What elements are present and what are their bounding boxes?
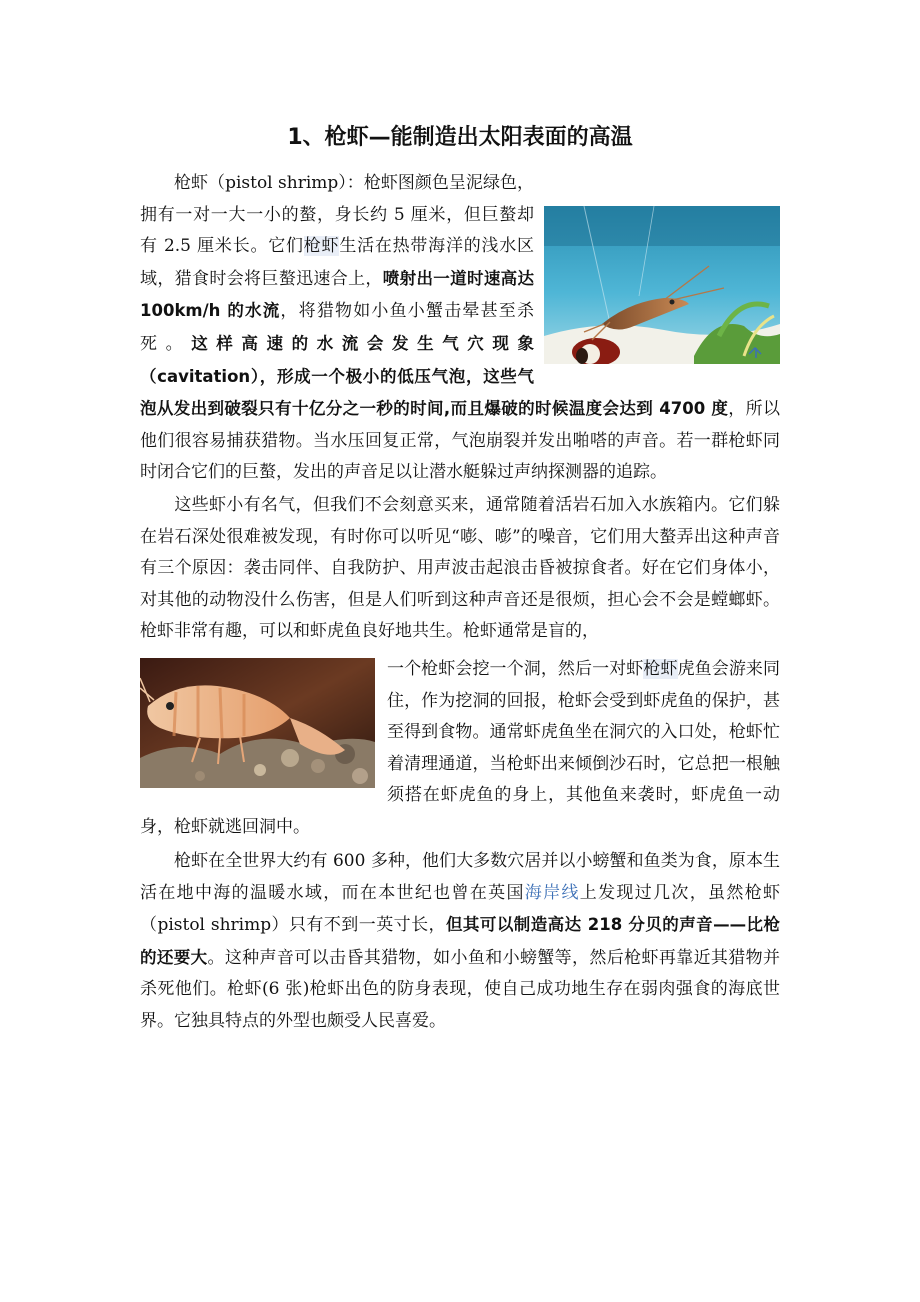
p3-text-2: 虎鱼会游来同住，作为挖洞的回报，枪虾会受到虾虎鱼的保护，甚至得到食物。通常虾虎鱼坐在洞穴的入口处，枪虾忙着清理通道，当枪虾出来倾倒沙石时，它总把一根触须搭在虾虎鱼的身上，其他鱼来袭时，虾虎鱼一动身，枪虾就逃回洞中。 [140,659,781,837]
paragraph-3 [140,654,780,844]
p1-bold-1: 喷射出一道时速高达 100km/h 的水流 [140,268,535,321]
page-title: 1、枪虾—能制造出太阳表面的高温 [287,125,633,150]
p4-text-2: 上发现过几次，虽然枪虾（pistol shrimp）只有不到一英寸长， [140,882,781,936]
shrimp-photo-aquarium [544,206,780,364]
shrimp-photo-rock [140,658,375,788]
p4-bold-1: 但其可以制造高达 218 分贝的声音——比枪的还要大 [140,915,780,967]
p1-bold-2: 这样高速的水流会发生气穴现象（cavitation），形成一个极小的低压气泡，这些气泡从发出到破裂只有十亿分之一秒的时间,而且爆破的时候温度会达到 4700 度 [140,333,729,419]
p1-text-3: ，将猎物如小鱼小蟹击晕甚至杀死。 [140,301,534,354]
p4-text-3: 。这种声音可以击昏其猎物，如小鱼和小螃蟹等，然后枪虾再靠近其猎物并杀死他们。枪虾(6 张)枪虾出色的防身表现，使自己成功地生存在弱肉强食的海底世界。它独具特点的外型也颇受人民喜爱。 [140,947,781,1031]
paragraph-4 [140,846,780,1038]
p3-text-1: 一个枪虾会挖一个洞，然后一对虾 [387,659,644,679]
p3-highlight: 枪虾 [643,659,678,679]
paragraph-1 [140,168,780,489]
p1-text-4: ，所以他们很容易捕获猎物。当水压回复正常，气泡崩裂并发出啪嗒的声音。若一群枪虾同时闭合它们的巨螯，发出的声音足以让潜水艇躲过声纳探测器的追踪。 [140,399,781,483]
p1-text-1: 枪虾（pistol shrimp）：枪虾图颜色呈泥绿色，拥有一对一大一小的螯，身长约 5 厘米，但巨螯却有 2.5 厘米长。它们 [140,173,534,257]
paragraph-2 [140,490,780,648]
p1-highlight: 枪虾 [303,236,340,257]
p2-text: 这些虾小有名气，但我们不会刻意买来，通常随着活岩石加入水族箱内。它们躲在岩石深处很难被发现，有时你可以听见“嘭、嘭”的噪音，它们用大螯弄出这种声音有三个原因：袭击同伴、自我防护、用声波击起浪击昏被掠食者。好在它们身体小，对其他的动物没什么伤害，但是人们听到这种声音还是很烦，担心会不会是螳螂虾。枪虾非常有趣，可以和虾虎鱼良好地共生。枪虾通常是盲的， [140,495,780,642]
coastline-link[interactable]: 海岸线 [524,882,580,903]
p1-text-2: 生活在热带海洋的浅水区域，猎食时会将巨螯迅速合上， [140,236,535,289]
p4-text-1: 枪虾在全世界大约有 600 多种，他们大多数穴居并以小螃蟹和鱼类为食，原本生活在地中海的温暖水域，而在本世纪也曾在英国 [140,851,780,903]
